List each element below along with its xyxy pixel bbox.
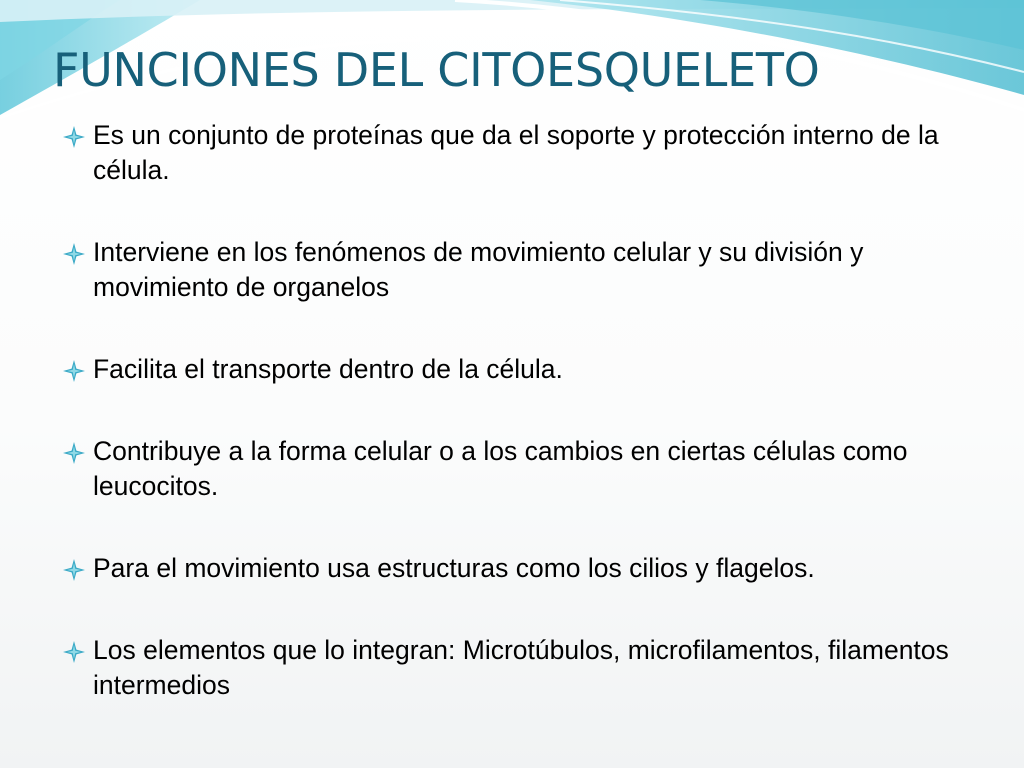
diamond-bullet-icon [62,125,86,149]
bullet-item [62,118,992,188]
bullet-item [62,352,992,387]
slide-title: FUNCIONES DEL CITOESQUELETO [53,43,820,97]
diamond-bullet-icon [62,441,86,465]
diamond-bullet-icon [62,242,86,266]
bullet-item [62,434,992,504]
bullet-list [62,118,992,703]
bullet-item [62,235,992,305]
bullet-item [62,551,992,586]
bullet-text: Facilita el transporte dentro de la célula. [93,354,563,384]
bullet-text: Para el movimiento usa estructuras como los cilios y flagelos. [93,553,815,583]
bullet-text: Contribuye a la forma celular o a los cambios en ciertas células como leucocitos. [93,436,908,501]
bullet-text: Interviene en los fenómenos de movimiento celular y su división y movimiento de organelos [93,237,864,302]
bullet-item [62,633,992,703]
diamond-bullet-icon [62,359,86,383]
bullet-text: Los elementos que lo integran: Microtúbulos, microfilamentos, filamentos intermedios [93,635,949,700]
diamond-bullet-icon [62,558,86,582]
bullet-text: Es un conjunto de proteínas que da el soporte y protección interno de la célula. [93,120,939,185]
diamond-bullet-icon [62,640,86,664]
